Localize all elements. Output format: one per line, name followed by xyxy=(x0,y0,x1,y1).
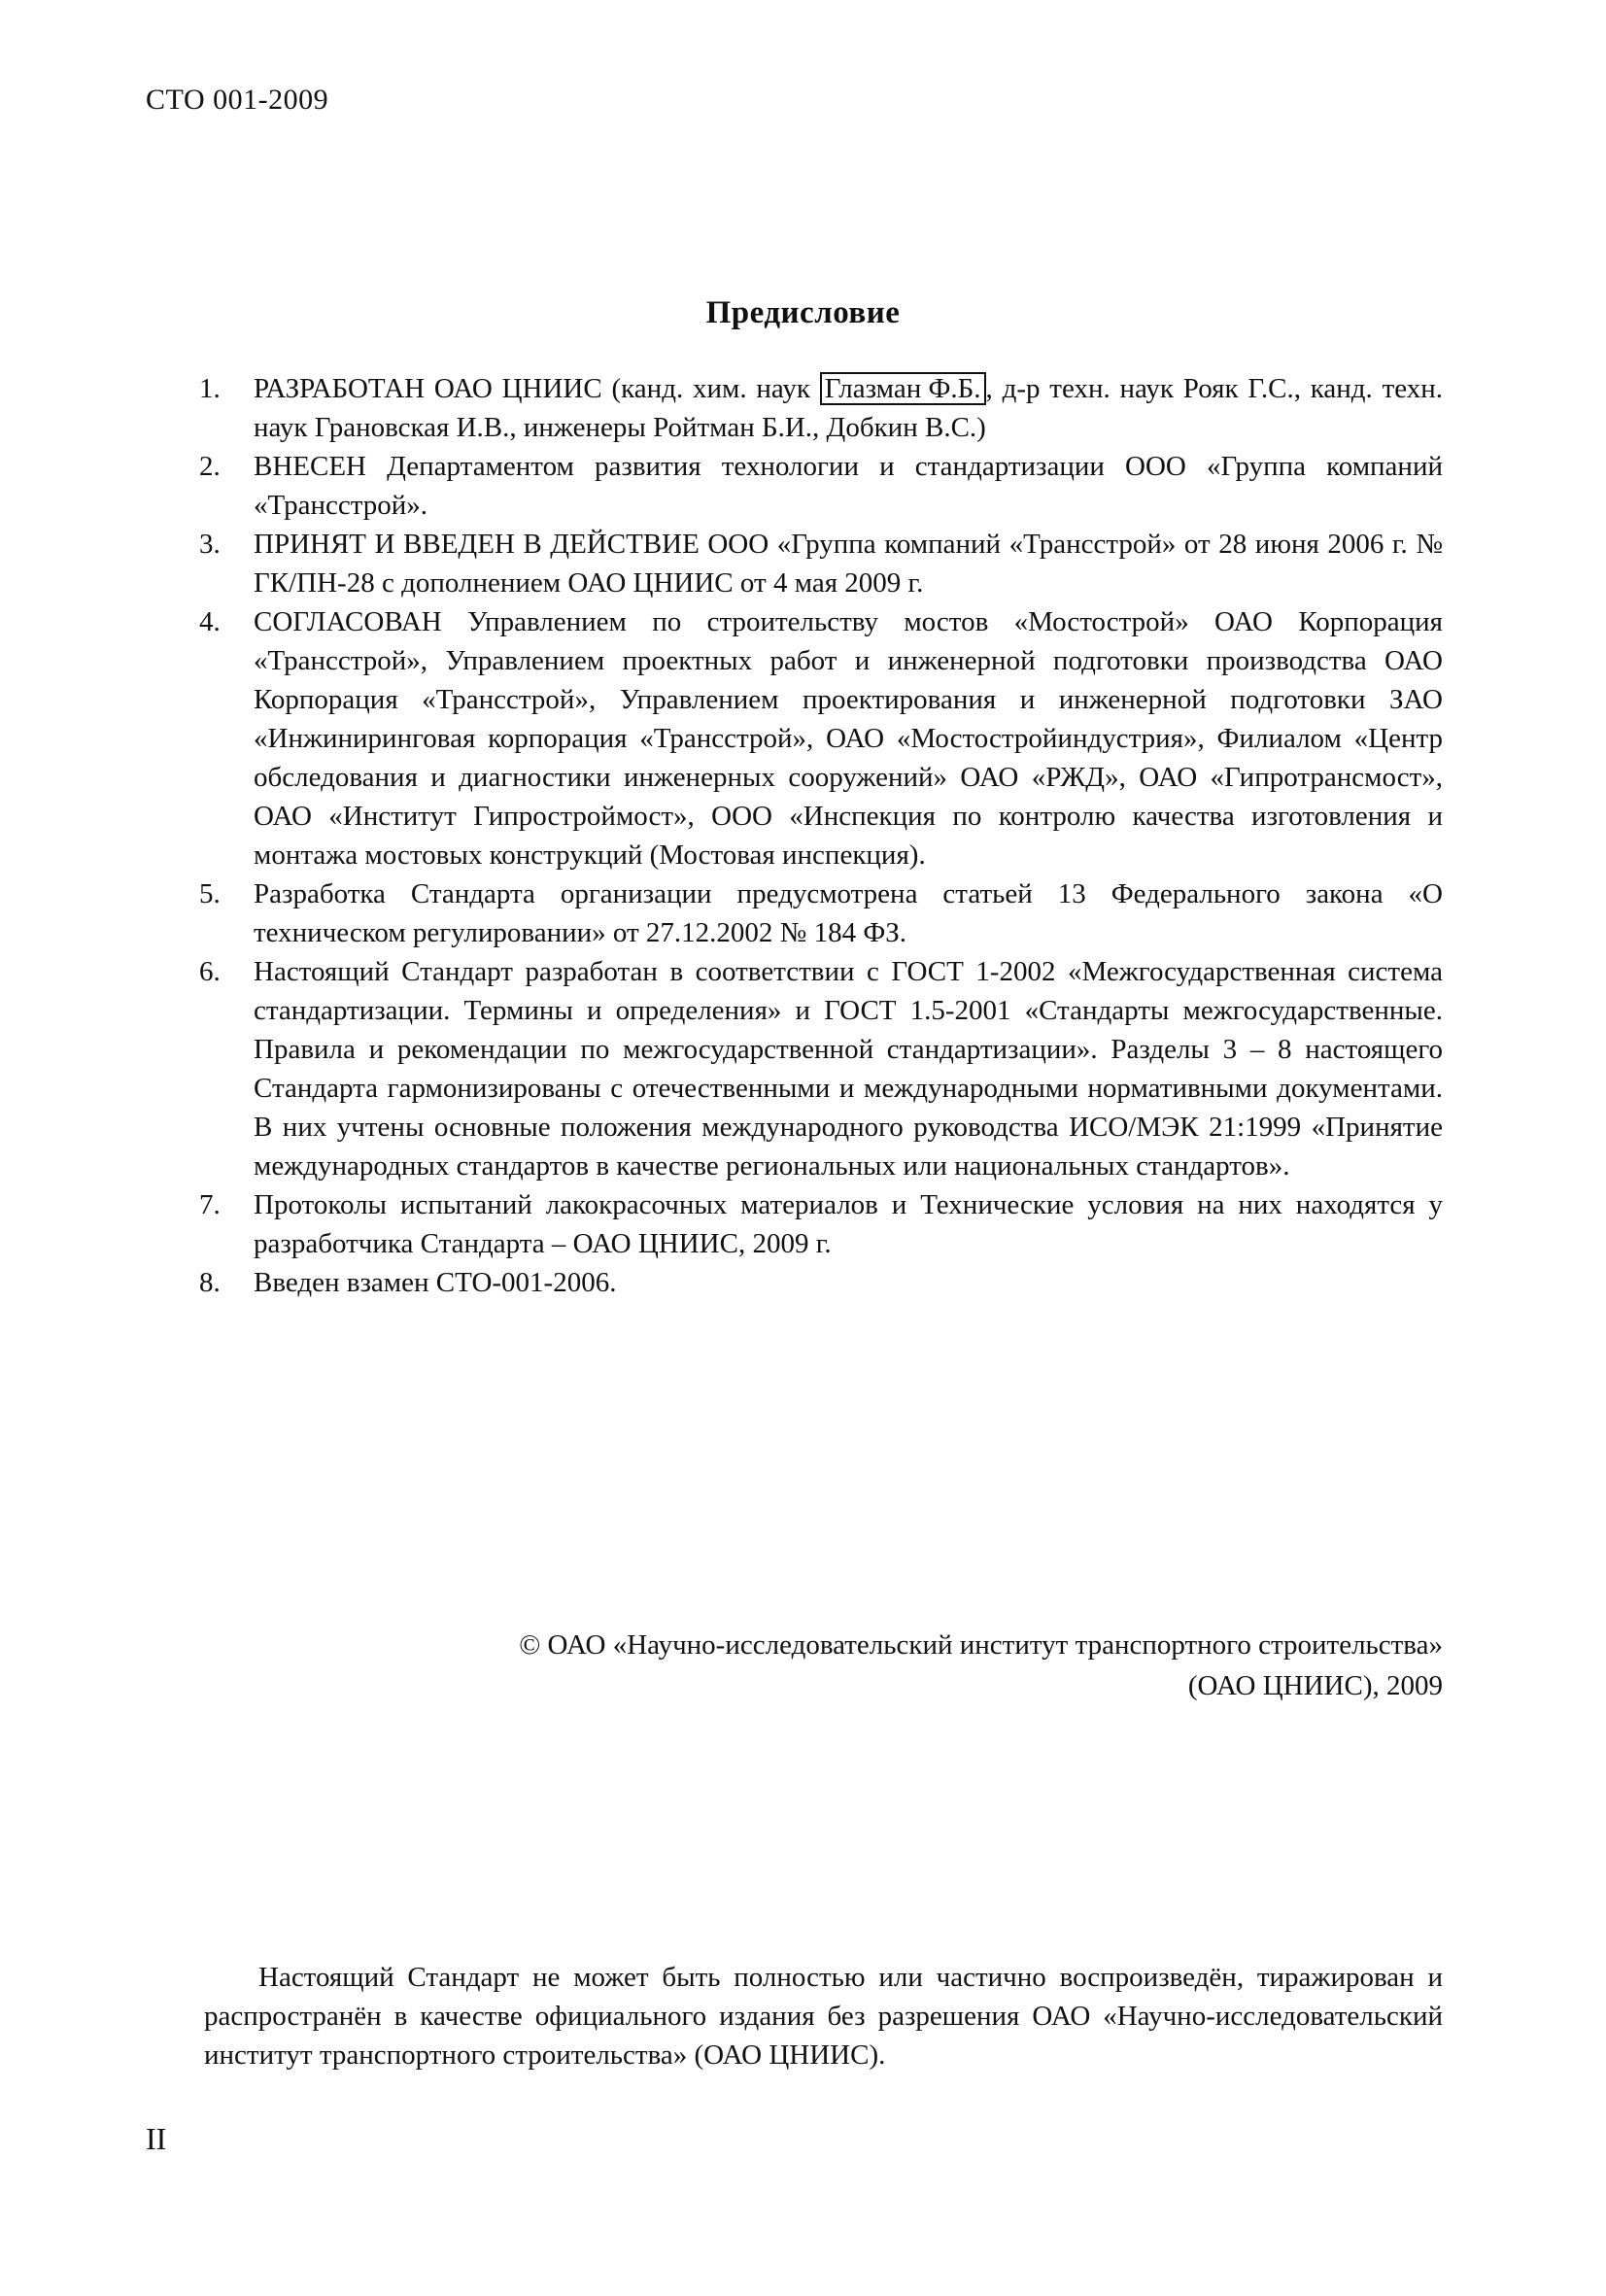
page-number: II xyxy=(146,2121,167,2156)
list-item-3 xyxy=(199,525,1443,602)
list-item-2 xyxy=(199,447,1443,525)
item-text: ВНЕСЕН Департаментом развития технологии и стандартизации ООО «Группа компаний «Трансстрой». xyxy=(254,451,1443,521)
item-number: 6. xyxy=(199,956,221,987)
item-number: 4. xyxy=(199,606,221,637)
list-item-6 xyxy=(199,952,1443,1185)
preface-list xyxy=(199,369,1443,1302)
copyright-line-1: © ОАО «Научно-исследовательский институт транспортного строительства» xyxy=(519,1629,1443,1661)
item-number: 2. xyxy=(199,451,221,482)
item-text: Настоящий Стандарт разработан в соответствии с ГОСТ 1-2002 «Межгосударственная система стандартизации. Термины и определения» и ГОСТ 1.5-2001 «Стандарты межгосударственные. Правила и рекомендации по межгосударственной стандартизации». Разделы 3 – 8 настоящего Стандарта гармонизированы с отечественными и международными нормативными документами. В них учтены основные положения международного руководства ИСО/МЭК 21:1999 «Принятие международных стандартов в качестве региональных или национальных стандартов». xyxy=(254,956,1443,1182)
item-number: 7. xyxy=(199,1189,221,1220)
item-text-start: РАЗРАБОТАН ОАО ЦНИИС (канд. хим. наук xyxy=(254,373,820,404)
document-code: СТО 001-2009 xyxy=(146,84,329,116)
list-item-8 xyxy=(199,1263,1443,1302)
item-number: 1. xyxy=(199,373,221,404)
copyright-block xyxy=(277,1625,1443,1706)
item-number: 8. xyxy=(199,1267,221,1298)
item-text: Разработка Стандарта организации предусмотрена статьей 13 Федерального закона «О техническом регулировании» от 27.12.2002 № 184 ФЗ. xyxy=(254,878,1443,948)
item-text-end: , д-р техн. наук Рояк Г.С., канд. техн. наук Грановская И.В., инженеры Ройтман Б.И., Добкин В.С.) xyxy=(254,373,1444,443)
list-item-1 xyxy=(199,369,1443,447)
boxed-name: Глазман Ф.Б. xyxy=(820,372,986,405)
item-number: 3. xyxy=(199,529,221,560)
item-text: Введен взамен СТО-001-2006. xyxy=(254,1267,617,1298)
item-text: Протоколы испытаний лакокрасочных материалов и Технические условия на них находятся у разработчика Стандарта – ОАО ЦНИИС, 2009 г. xyxy=(254,1189,1443,1259)
page-title: Предисловие xyxy=(705,295,901,330)
list-item-4 xyxy=(199,602,1443,874)
item-number: 5. xyxy=(199,878,221,909)
reproduction-notice: Настоящий Стандарт не может быть полностью или частично воспроизведён, тиражирован и распространён в качестве официального издания без разрешения ОАО «Научно-исследовательский институт транспортного строительства» (ОАО ЦНИИС). xyxy=(204,1962,1443,2071)
copyright-line-2: (ОАО ЦНИИС), 2009 xyxy=(1187,1670,1443,1701)
list-item-5 xyxy=(199,874,1443,952)
list-item-7 xyxy=(199,1185,1443,1263)
item-text: ПРИНЯТ И ВВЕДЕН В ДЕЙСТВИЕ ООО «Группа компаний «Трансстрой» от 28 июня 2006 г. № ГК/ПН-28 с дополнением ОАО ЦНИИС от 4 мая 2009 г. xyxy=(254,529,1443,599)
item-text: СОГЛАСОВАН Управлением по строительству мостов «Мостострой» ОАО Корпорация «Трансстрой», Управлением проектных работ и инженерной подготовки производства ОАО Корпорация «Трансстрой», Управлением проектирования и инженерной подготовки ЗАО «Инжиниринговая корпорация «Трансстрой», ОАО «Мостостройиндустрия», Филиалом «Центр обследования и диагностики инженерных сооружений» ОАО «РЖД», ОАО «Гипротрансмост», ОАО «Институт Гипростроймост», ООО «Инспекция по контролю качества изготовления и монтажа мостовых конструкций (Мостовая инспекция). xyxy=(254,606,1443,871)
